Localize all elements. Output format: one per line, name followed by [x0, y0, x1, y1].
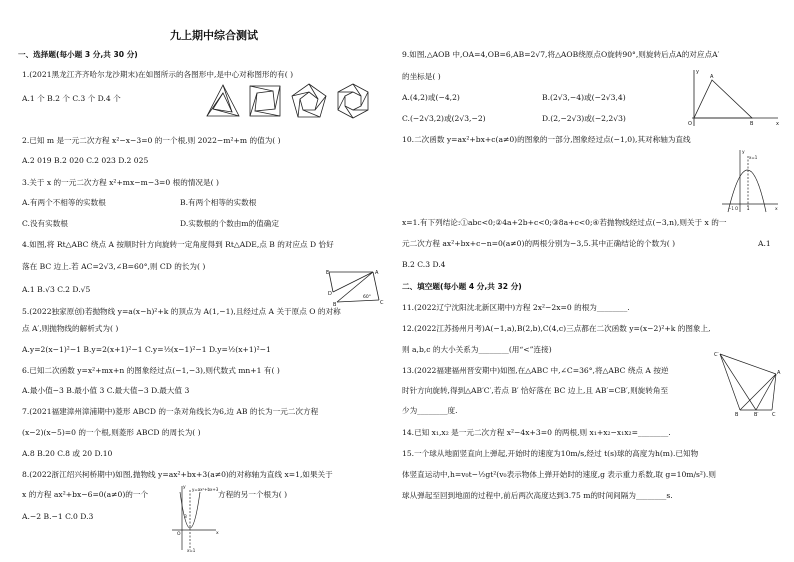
q7-options: A.8 B.20 C.8 或 20 D.10: [22, 449, 113, 458]
q11-stem: 11.(2022辽宁沈阳沈北新区期中)方程 2x²−2x=0 的根为________.: [402, 303, 630, 312]
q10-line2: x=1.有下列结论:①abc<0;②4a+2b+c<0;③8a+c<0;④若抛物线经过点(−3,n),则关于 x 的一: [402, 218, 727, 227]
q1-options: A.1 个 B.2 个 C.3 个 D.4 个: [22, 94, 121, 103]
q8-label-x1: x=1: [187, 548, 196, 553]
q4-label-E: E: [326, 270, 330, 276]
q8-figure: [170, 484, 220, 552]
q4-label-B: B: [333, 302, 337, 308]
q2-options: A.2 019 B.2 020 C.2 023 D.2 025: [22, 156, 149, 165]
q10-label-1: 1: [747, 206, 750, 211]
q10-label-neg1: −1: [728, 206, 734, 211]
q13-seg-C'B': [720, 354, 756, 410]
q15-line1: 15.一个球从地面竖直向上弹起,开始时的速度为10m/s,经过 t(s)球的高度为h(m).已知物: [402, 449, 699, 458]
q4-options: A.1 B.√3 C.2 D.√5: [22, 285, 91, 294]
q13-label-B: B: [735, 412, 739, 418]
q15-line3: 球从弹起至回到地面的过程中,前后两次高度达到3.75 m的时间间隔为________s.: [402, 491, 673, 500]
q12-line1: 12.(2022江苏扬州月考)A(−1,a),B(2,b),C(4,c)三点都在二次函数 y=(x−2)²+k 的图象上,: [402, 324, 711, 333]
q9-option-c: C.(−2√3,2)或(2√3,−2): [402, 114, 486, 123]
q15-line2: 体竖直运动中,h=v₀t−½gt²(v₀表示物体上弹开始时的速度,g 表示重力系数,取 g=10m/s²).则: [402, 470, 716, 479]
q4-figure: [325, 268, 385, 306]
q4-seg-AC: [373, 272, 379, 300]
q13-label-A: A: [777, 370, 781, 376]
q10-label-x1: x=1: [749, 155, 758, 160]
figure-pentagon-pinwheel: [292, 84, 326, 117]
q7-line1: 7.(2021福建漳州漳浦期中)菱形 ABCD 的一条对角线长为6,边 AB 的长为一元二次方程: [22, 407, 319, 416]
q9-option-b: B.(2√3,−4)或(−2√3,4): [542, 93, 626, 102]
q4-label-C: C: [380, 300, 384, 306]
q9-option-a: A.(4,2)或(−4,2): [402, 93, 460, 102]
q10-line1: 10.二次函数 y=ax²+bx+c(a≠0)的图象的一部分,图象经过点(−1,0),其对称轴为直线: [402, 135, 691, 144]
q10-option-a: A.1: [758, 239, 771, 248]
q13-seg-AB: [740, 374, 776, 410]
q10-line3: 元二次方程 ax²+bx+c−n=0(a≠0)的两根分别为−3,5.其中正确结论的个数为( ): [402, 239, 676, 248]
q9-label-B: B: [750, 121, 754, 127]
q9-figure: [680, 68, 780, 128]
q5-line2: 点 A′,则抛物线的解析式为( ): [22, 324, 119, 333]
figure-triangle-pinwheel: [207, 85, 239, 116]
q13-label-B': B′: [754, 412, 759, 418]
q4-label-angle: 60°: [363, 295, 371, 300]
q9-line1: 9.如图,△AOB 中,OA=4,OB=6,AB=2√7,将△AOB绕原点O旋转90°,则旋转后点A的对应点A′: [402, 50, 720, 59]
q13-seg-C'A: [720, 354, 776, 374]
q4-label-A: A: [375, 270, 379, 276]
q3-stem: 3.关于 x 的一元二次方程 x²+mx−m−3=0 根的情况是( ): [22, 178, 219, 187]
q1-stem: 1.(2021黑龙江齐齐哈尔龙沙期末)在如图所示的各图形中,是中心对称图形的有( ): [22, 70, 294, 79]
q13-line3: 少为________度.: [402, 406, 458, 415]
q10-label-O: O: [735, 206, 739, 211]
q4-label-D: D: [328, 291, 332, 297]
q4-seg-BC: [337, 300, 379, 302]
q10-figure: [720, 148, 780, 214]
q4-line2: 落在 BC 边上.若 AC=2√3,∠B=60°,则 CD 的长为( ): [22, 262, 206, 271]
q9-label-x: x: [776, 121, 779, 127]
q14-stem: 14.已知 x₁,x₂ 是一元二次方程 x²−4x+3=0 的两根,则 x₁+x₂−x₁x₂=________.: [402, 428, 671, 437]
section-multiple-choice: 一、选择题(每小题 3 分,共 30 分): [18, 50, 138, 59]
figure-hexagon-pinwheel: [338, 84, 368, 118]
q3-option-a: A.有两个不相等的实数根: [22, 198, 106, 207]
q9-triangle-AOB: [694, 80, 752, 118]
q8-label-x: x: [216, 531, 219, 536]
q13-label-C: C: [772, 412, 776, 418]
figure-square-pinwheel: [250, 86, 280, 116]
q8-line2a: x 的方程 ax²+bx−6=0(a≠0)的一个: [22, 490, 149, 499]
q6-options: A.最小值−3 B.最小值 3 C.最大值−3 D.最大值 3: [22, 386, 190, 395]
q1-symmetry-figures: [205, 83, 375, 121]
q3-option-b: B.有两个相等的实数根: [180, 198, 257, 207]
q13-figure: [712, 350, 782, 418]
q6-stem: 6.已知二次函数 y=x²+mx+n 的图象经过点(−1,−3),则代数式 mn+1 有( ): [22, 366, 280, 375]
q2-stem: 2.已知 m 是一元二次方程 x²−x−3=0 的一个根,则 2022−m²+m 的值为( ): [22, 136, 281, 145]
q10-label-y: y: [742, 150, 745, 155]
q13-line2: 时针方向旋转,得到△AB′C′,若点 B′ 恰好落在 BC 边上,且 AB′=CB′,则旋转角至: [402, 386, 669, 395]
q4-seg-ED: [329, 272, 333, 292]
q8-options: A.−2 B.−1 C.0 D.3: [22, 512, 94, 521]
q4-line1: 4.如图,将 Rt△ABC 绕点 A 按顺时针方向旋转一定角度得到 Rt△ADE,点 B 的对应点 D 恰好: [22, 240, 334, 249]
q13-seg-AB': [756, 374, 776, 410]
page-title: 九上期中综合测试: [170, 29, 258, 42]
q13-seg-C'B: [720, 354, 740, 410]
q8-label-3: 3: [184, 515, 187, 520]
q8-line1: 8.(2022浙江绍兴柯桥期中)如图,抛物线 y=ax²+bx+3(a≠0)的对称轴为直线 x=1,如果关于: [22, 470, 333, 479]
q9-label-A: A: [710, 74, 714, 80]
q10-options: B.2 C.3 D.4: [402, 260, 446, 269]
q8-label-func: y=ax²+bx+3: [192, 487, 219, 492]
q10-label-x: x: [775, 207, 778, 212]
q13-line1: 13.(2022福建福州晋安期中)如图,在△ABC 中,∠C=36°,将△ABC 绕点 A 按逆: [402, 366, 669, 375]
q9-label-O: O: [688, 121, 692, 127]
q5-line1: 5.(2022独家原创)若抛物线 y=a(x−h)²+k 的顶点为 A(1,−1),且经过点 A 关于原点 O 的对称: [22, 307, 341, 316]
q7-line2: (x−2)(x−5)=0 的一个根,则菱形 ABCD 的周长为( ): [22, 428, 201, 437]
q9-line2: 的坐标是( ): [402, 72, 441, 81]
q5-options: A.y=2(x−1)²−1 B.y=2(x+1)²−1 C.y=½(x−1)²−1 D.y=½(x+1)²−1: [22, 345, 271, 354]
section-fill-in: 二、填空题(每小题 4 分,共 32 分): [402, 282, 522, 291]
q8-label-O: O: [177, 532, 181, 537]
q3-option-c: C.没有实数根: [22, 219, 68, 228]
q3-option-d: D.实数根的个数由m的值确定: [180, 219, 279, 228]
q8-label-y: y: [183, 485, 186, 490]
q8-line2b: 方程的另一个根为( ): [218, 490, 288, 499]
q12-line2: 则 a,b,c 的大小关系为________(用“<”连接): [402, 345, 552, 354]
q9-label-y: y: [696, 69, 699, 75]
q9-option-d: D.(2,−2√3)或(−2,2√3): [542, 114, 626, 123]
q13-label-C': C′: [714, 352, 719, 358]
